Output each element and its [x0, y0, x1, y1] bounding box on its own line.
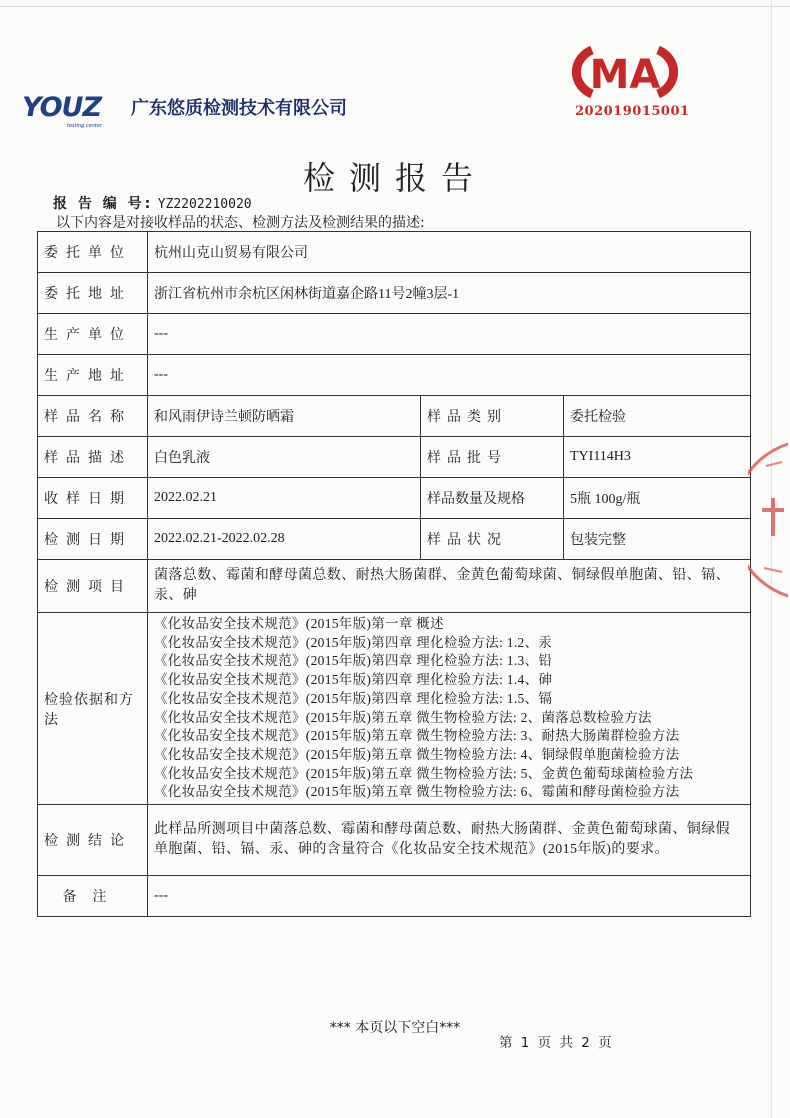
table-row	[38, 560, 751, 613]
table-row	[38, 519, 751, 560]
list-item: 《化妆品安全技术规范》(2015年版)第五章 微生物检验方法: 6、霉菌和酵母菌检验方法	[154, 784, 680, 800]
sample-name-label: 样品名称	[38, 396, 148, 437]
sample-qty-label: 样品数量及规格	[421, 478, 564, 519]
sample-qty-value: 5瓶 100g/瓶	[564, 478, 751, 519]
sample-category-value: 委托检验	[564, 396, 751, 437]
report-intro: 以下内容是对接收样品的状态、检测方法及检测结果的描述:	[56, 215, 425, 231]
manufacturer-address-label: 生产地址	[38, 355, 148, 396]
sample-name-value: 和风雨伊诗兰顿防晒霜	[148, 396, 421, 437]
company-name: 广东悠质检测技术有限公司	[131, 98, 347, 119]
report-number	[53, 193, 252, 213]
test-items-label: 检测项目	[38, 560, 148, 613]
list-item: 《化妆品安全技术规范》(2015年版)第五章 微生物检验方法: 4、铜绿假单胞菌检验方法	[154, 746, 680, 762]
table-row	[38, 232, 751, 273]
list-item: 《化妆品安全技术规范》(2015年版)第一章 概述	[154, 616, 444, 631]
list-item: 《化妆品安全技术规范》(2015年版)第五章 微生物检验方法: 2、菌落总数检验方法	[154, 709, 652, 725]
manufacturer-label: 生产单位	[38, 314, 148, 355]
basis-label: 检验依据和方法	[38, 613, 148, 805]
table-row	[38, 396, 751, 437]
sample-status-value: 包装完整	[564, 519, 751, 560]
conclusion-value: 此样品所测项目中菌落总数、霉菌和酵母菌总数、耐热大肠菌群、金黄色葡萄球菌、铜绿假单胞菌、铅、镉、汞、砷的含量符合《化妆品安全技术规范》(2015年版)的要求。	[148, 805, 751, 876]
cma-number: 202019015001	[575, 104, 690, 119]
report-table	[37, 231, 751, 917]
sample-batch-label: 样品批号	[421, 437, 564, 478]
page-edge	[0, 6, 790, 7]
client-label: 委托单位	[38, 232, 148, 273]
table-row	[38, 876, 751, 917]
list-item: 《化妆品安全技术规范》(2015年版)第四章 理化检验方法: 1.2、汞	[154, 634, 553, 650]
sample-desc-value: 白色乳液	[148, 437, 421, 478]
table-row	[38, 805, 751, 876]
table-row	[38, 355, 751, 396]
receive-date-label: 收样日期	[38, 478, 148, 519]
cma-certification-mark	[570, 42, 680, 100]
sample-batch-value: TYI114H3	[564, 437, 751, 478]
ma-mark-text: MA	[589, 52, 661, 98]
logo-tagline: testing center	[67, 123, 103, 129]
sample-desc-label: 样品描述	[38, 437, 148, 478]
manufacturer-value: ---	[148, 314, 751, 355]
report-title: 检测报告	[302, 159, 487, 197]
table-row	[38, 273, 751, 314]
conclusion-label: 检测结论	[38, 805, 148, 876]
test-date-value: 2022.02.21-2022.02.28	[148, 519, 421, 560]
list-item: 《化妆品安全技术规范》(2015年版)第四章 理化检验方法: 1.3、铅	[154, 653, 553, 669]
client-address-label: 委托地址	[38, 273, 148, 314]
end-of-page-mark: *** 本页以下空白***	[329, 1020, 461, 1036]
table-row	[38, 314, 751, 355]
table-row	[38, 478, 751, 519]
report-number-value: YZ2202210020	[157, 197, 252, 212]
manufacturer-address-value: ---	[148, 355, 751, 396]
report-number-label: 报 告 编 号:	[53, 196, 154, 212]
seal-stamp-partial	[748, 440, 790, 600]
table-row	[38, 613, 751, 805]
remarks-label: 备注	[38, 876, 148, 917]
list-item: 《化妆品安全技术规范》(2015年版)第四章 理化检验方法: 1.4、砷	[154, 672, 553, 688]
sample-status-label: 样品状况	[421, 519, 564, 560]
client-value: 杭州山克山贸易有限公司	[148, 232, 751, 273]
remarks-value: ---	[148, 876, 751, 917]
logo-text: YOUZ	[22, 92, 102, 123]
basis-list	[148, 613, 751, 805]
company-logo	[22, 92, 101, 123]
client-address-value: 浙江省杭州市余杭区闲林街道嘉企路11号2幢3层-1	[148, 273, 751, 314]
page-indicator: 第 1 页 共 2 页	[499, 1035, 614, 1051]
test-items-value: 菌落总数、霉菌和酵母菌总数、耐热大肠菌群、金黄色葡萄球菌、铜绿假单胞菌、铅、镉、汞、砷	[148, 560, 751, 613]
sample-category-label: 样品类别	[421, 396, 564, 437]
list-item: 《化妆品安全技术规范》(2015年版)第四章 理化检验方法: 1.5、镉	[154, 690, 553, 706]
list-item: 《化妆品安全技术规范》(2015年版)第五章 微生物检验方法: 5、金黄色葡萄球菌检验方法	[154, 765, 694, 781]
table-row	[38, 437, 751, 478]
test-date-label: 检测日期	[38, 519, 148, 560]
list-item: 《化妆品安全技术规范》(2015年版)第五章 微生物检验方法: 3、耐热大肠菌群检验方法	[154, 728, 680, 744]
receive-date-value: 2022.02.21	[148, 478, 421, 519]
